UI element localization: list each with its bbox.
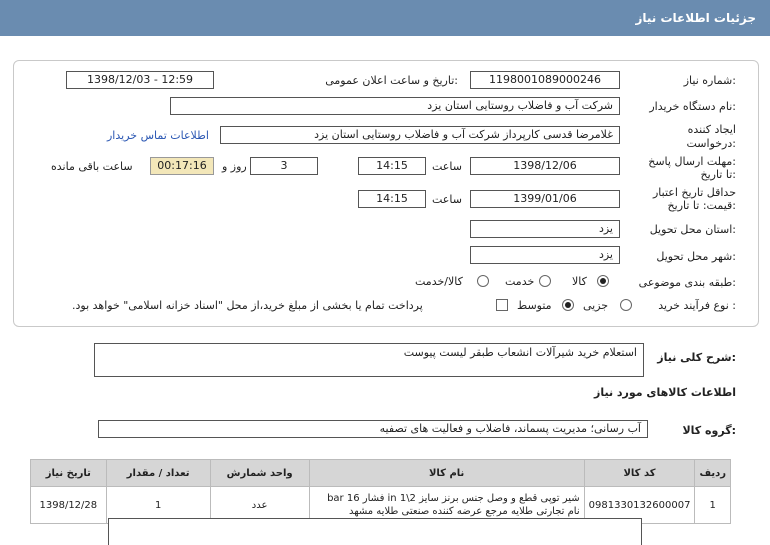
buyer-org-label: نام دستگاه خریدار:	[649, 100, 736, 113]
page-header	[0, 0, 770, 36]
col-row: ردیف	[695, 460, 731, 487]
page-title: جزئیات اطلاعات نیاز	[635, 11, 756, 25]
validity-date-field[interactable]: 1399/01/06	[470, 190, 620, 208]
creator-field[interactable]: غلامرضا قدسی کارپرداز شرکت آب و فاضلاب روستایی استان یزد	[220, 126, 620, 144]
need-number-field[interactable]: 1198001089000246	[470, 71, 620, 89]
city-field[interactable]: یزد	[470, 246, 620, 264]
purchase-option-medium: متوسط	[517, 299, 552, 312]
remaining-days-field[interactable]: 3	[250, 157, 318, 175]
creator-label-line2: درخواست:	[686, 137, 736, 150]
need-number-label: شماره نیاز:	[683, 74, 736, 87]
remaining-time-label: ساعت باقی مانده	[51, 160, 133, 173]
category-radio-both[interactable]	[477, 275, 489, 287]
cell-code: 0981330132600007	[584, 487, 695, 524]
col-qty: تعداد / مقدار	[106, 460, 210, 487]
purchase-radio-medium[interactable]	[562, 299, 574, 311]
cell-name-line1: شیر توپی قطع و وصل جنس برنز سایز in 1\2 فشار 16 bar	[327, 493, 580, 504]
cell-row: 1	[695, 487, 731, 524]
description-field[interactable]: استعلام خرید شیرآلات انشعاب طبقر لیست پیوست	[94, 343, 644, 377]
goods-section-title: اطلاعات کالاهای مورد نیاز	[594, 386, 736, 399]
validity-label-line2: قیمت: تا تاریخ:	[667, 199, 736, 212]
deadline-time-label: ساعت	[432, 160, 462, 173]
category-option-goods: کالا	[572, 275, 587, 288]
col-name: نام کالا	[309, 460, 584, 487]
deadline-date-field[interactable]: 1398/12/06	[470, 157, 620, 175]
goods-table-header	[31, 460, 731, 487]
cell-unit: عدد	[210, 487, 309, 524]
purchase-option-minor: جزیی	[583, 299, 609, 312]
province-field[interactable]: یزد	[470, 220, 620, 238]
cell-date: 1398/12/28	[31, 487, 107, 524]
buyer-org-field[interactable]: شرکت آب و فاضلاب روستایی استان یزد	[170, 97, 620, 115]
description-label: شرح کلی نیاز:	[657, 351, 736, 364]
col-code: کد کالا	[584, 460, 695, 487]
announce-date-label: تاریخ و ساعت اعلان عمومی:	[325, 74, 458, 87]
category-option-service: خدمت	[505, 275, 535, 288]
purchase-radio-minor[interactable]	[620, 299, 632, 311]
buyer-contact-link[interactable]: اطلاعات تماس خریدار	[107, 129, 209, 142]
validity-time-label: ساعت	[432, 193, 462, 206]
category-label: طبقه بندی موضوعی:	[638, 276, 736, 289]
cell-qty: 1	[106, 487, 210, 524]
purchase-type-label: نوع فرآیند خرید :	[658, 299, 736, 312]
goods-group-field[interactable]: آب رسانی؛ مدیریت پسماند، فاضلاب و فعالیت های تصفیه	[98, 420, 648, 438]
validity-label-line1: حداقل تاریخ اعتبار	[652, 186, 736, 199]
deadline-label-line1: مهلت ارسال پاسخ:	[648, 155, 736, 168]
deadline-label-line2: تا تاریخ:	[700, 168, 736, 181]
remaining-time-field: 00:17:16	[150, 157, 214, 175]
treasury-payment-note: پرداخت تمام یا بخشی از مبلغ خرید،از محل "اسناد خزانه اسلامی" خواهد بود.	[72, 299, 423, 312]
creator-label-line1: ایجاد کننده	[687, 123, 736, 136]
col-unit: واحد شمارش	[210, 460, 309, 487]
validity-time-field[interactable]: 14:15	[358, 190, 426, 208]
col-date: تاریخ نیاز	[31, 460, 107, 487]
province-label: استان محل تحویل:	[649, 223, 736, 236]
goods-table	[30, 459, 731, 524]
category-radio-goods[interactable]	[597, 275, 609, 287]
deadline-time-field[interactable]: 14:15	[358, 157, 426, 175]
category-radio-service[interactable]	[539, 275, 551, 287]
days-label: روز و	[222, 160, 247, 173]
category-option-both: کالا/خدمت	[415, 275, 463, 288]
goods-group-label: گروه کالا:	[682, 424, 736, 437]
cell-name-line2: نام تجارتی طلایه مرجع عرضه کننده صنعتی طلایه مشهد	[348, 506, 580, 517]
treasury-payment-checkbox[interactable]	[496, 299, 508, 311]
announce-date-field[interactable]: 1398/12/03 - 12:59	[66, 71, 214, 89]
city-label: شهر محل تحویل:	[656, 250, 736, 263]
additional-notes-box[interactable]	[108, 518, 642, 545]
